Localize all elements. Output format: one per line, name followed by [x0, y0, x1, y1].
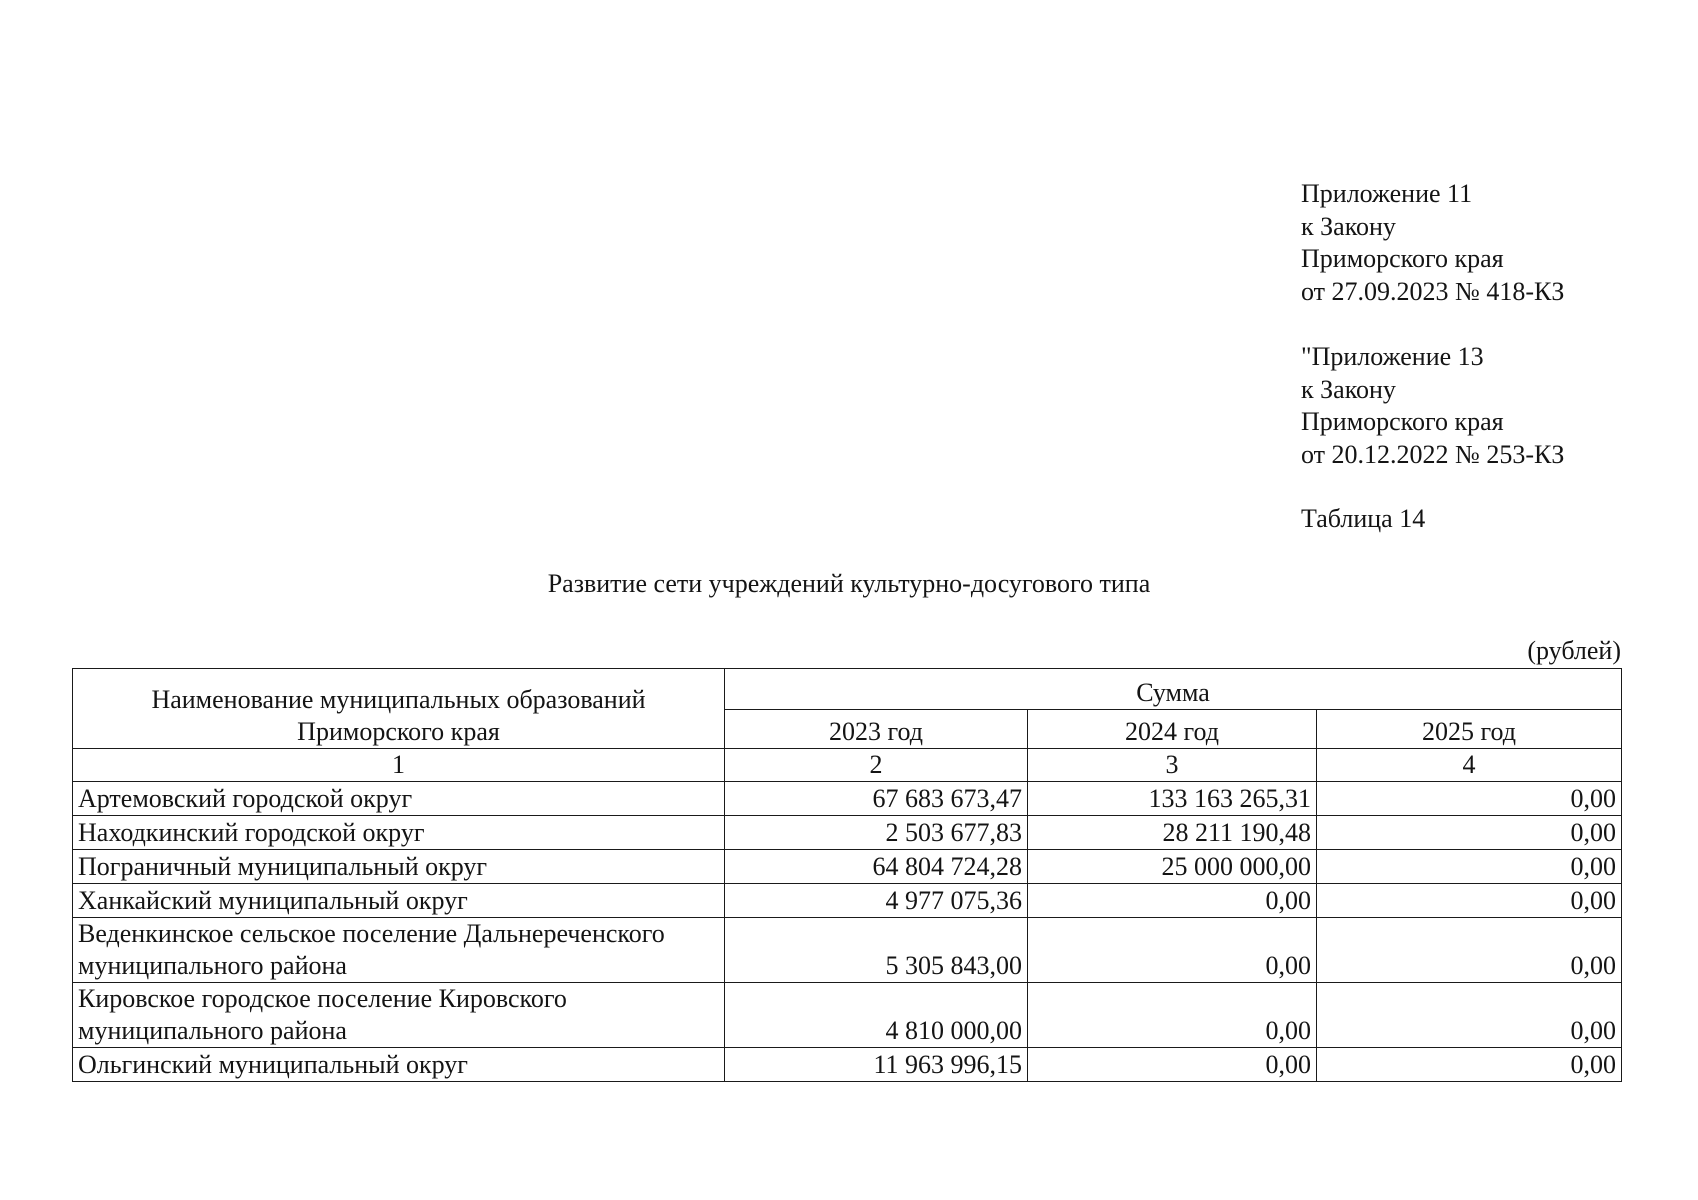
appendix-11-line: к Закону — [1301, 211, 1396, 241]
row-municipality-name: Ольгинский муниципальный округ — [73, 1048, 725, 1082]
appendix-11-line: от 27.09.2023 № 418-КЗ — [1301, 276, 1565, 306]
appendix-13-header — [1301, 341, 1564, 471]
table-row — [73, 918, 1622, 983]
appendix-11-line: Приморского края — [1301, 244, 1504, 273]
row-municipality-name: Веденкинское сельское поселение Дальнереченского муниципального района — [73, 918, 725, 983]
row-municipality-name: Пограничный муниципальный округ — [73, 850, 725, 884]
row-value-2024: 0,00 — [1028, 1048, 1317, 1082]
appendix-11-line: Приложение 11 — [1301, 179, 1473, 208]
row-municipality-name: Кировское городское поселение Кировского муниципального района — [73, 983, 725, 1048]
column-number-row — [73, 749, 1622, 782]
row-value-2023: 5 305 843,00 — [725, 918, 1028, 983]
row-value-2023: 4 810 000,00 — [725, 983, 1028, 1048]
appendix-13-line: Приморского края — [1301, 407, 1504, 436]
row-value-2024: 0,00 — [1028, 884, 1317, 918]
appendix-11-header — [1301, 178, 1564, 308]
table-row — [73, 884, 1622, 918]
row-value-2025: 0,00 — [1317, 1048, 1622, 1082]
table-row — [73, 816, 1622, 850]
header-municipality: Наименование муниципальных образований Приморского края — [73, 669, 725, 749]
row-value-2023: 67 683 673,47 — [725, 782, 1028, 816]
row-value-2024: 0,00 — [1028, 983, 1317, 1048]
column-number: 1 — [73, 749, 725, 782]
table-header-row — [73, 669, 1622, 710]
row-value-2025: 0,00 — [1317, 884, 1622, 918]
appendix-13-line: "Приложение 13 — [1301, 342, 1484, 371]
appendix-13-line: к Закону — [1301, 374, 1396, 404]
row-value-2023: 2 503 677,83 — [725, 816, 1028, 850]
column-number: 3 — [1028, 749, 1317, 782]
row-municipality-name: Артемовский городской округ — [73, 782, 725, 816]
row-value-2024: 133 163 265,31 — [1028, 782, 1317, 816]
row-municipality-name: Ханкайский муниципальный округ — [73, 884, 725, 918]
row-value-2023: 64 804 724,28 — [725, 850, 1028, 884]
row-value-2025: 0,00 — [1317, 816, 1622, 850]
row-value-2024: 28 211 190,48 — [1028, 816, 1317, 850]
row-municipality-name: Находкинский городской округ — [73, 816, 725, 850]
row-value-2024: 0,00 — [1028, 918, 1317, 983]
appendix-13-line: от 20.12.2022 № 253-КЗ — [1301, 439, 1565, 469]
table-row — [73, 983, 1622, 1048]
table-label: Таблица 14 — [1301, 504, 1426, 533]
header-year-2025: 2025 год — [1317, 710, 1622, 749]
unit-label: (рублей) — [1527, 636, 1621, 665]
row-value-2023: 4 977 075,36 — [725, 884, 1028, 918]
row-value-2025: 0,00 — [1317, 782, 1622, 816]
row-value-2025: 0,00 — [1317, 850, 1622, 884]
funding-table — [72, 668, 1622, 1082]
table-row — [73, 782, 1622, 816]
column-number: 2 — [725, 749, 1028, 782]
header-year-2024: 2024 год — [1028, 710, 1317, 749]
row-value-2024: 25 000 000,00 — [1028, 850, 1317, 884]
column-number: 4 — [1317, 749, 1622, 782]
header-sum: Сумма — [725, 669, 1622, 710]
row-value-2025: 0,00 — [1317, 918, 1622, 983]
row-value-2023: 11 963 996,15 — [725, 1048, 1028, 1082]
document-title: Развитие сети учреждений культурно-досугового типа — [547, 569, 1151, 598]
table-row — [73, 850, 1622, 884]
header-year-2023: 2023 год — [725, 710, 1028, 749]
row-value-2025: 0,00 — [1317, 983, 1622, 1048]
table-row — [73, 1048, 1622, 1082]
